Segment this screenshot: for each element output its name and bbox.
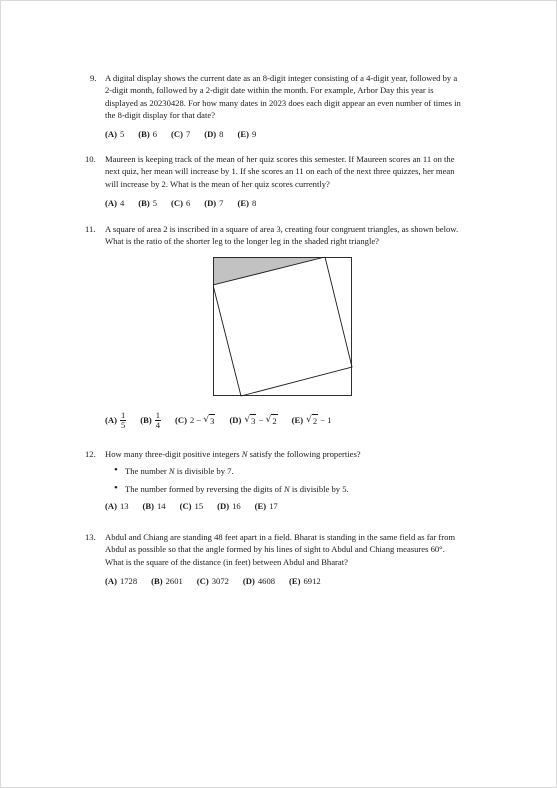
choice-a[interactable]: (A) $\frac{1}{5}$: [105, 410, 126, 430]
problem-number: 13.: [85, 532, 96, 542]
problem-9: [90, 72, 465, 140]
choice-c[interactable]: (C) 3072: [196, 575, 229, 586]
choice-a[interactable]: (A) 13: [105, 500, 129, 511]
choice-e[interactable]: (E) √ 2 − 1: [291, 415, 332, 426]
sqrt-icon: √: [203, 415, 210, 426]
problem-stem: A square of area 2 is inscribed in a square of area 3, creating four congruent triangles, as shown below. What is the ratio of the shorter leg to the longer leg in the shaded right triangle?: [105, 224, 459, 247]
problem-stem: Maureen is keeping track of the mean of her quiz scores this semester. If Maureen scores an 11 on the next quiz, her mean will increase by 1. If she scores an 11 on each of the next three quizzes, her mean will increase by 2. What is the mean of her quiz scores currently?: [105, 154, 455, 189]
choice-a[interactable]: (A) 1728: [105, 575, 138, 586]
choice-d[interactable]: (D) 4608: [242, 575, 276, 586]
answer-choices: [105, 128, 465, 140]
choice-d[interactable]: (D) 16: [217, 500, 241, 511]
choice-a[interactable]: (A) 4: [105, 197, 125, 208]
answer-choices: [105, 500, 465, 512]
problem-11-choices: [90, 411, 465, 430]
problem-stem: A digital display shows the current date as an 8-digit integer consisting of a 4-digit year, followed by a 2-digit month, followed by a 2-digit date within the month. For example, Arbor Day this year is displayed as 20230428. For how many dates in 2023 does each digit appear an even number of times in the 8-digit display for that date?: [105, 73, 461, 120]
choice-d[interactable]: (D) 7: [204, 197, 224, 208]
problem-number: 11.: [85, 224, 96, 234]
choice-b[interactable]: (B) 5: [138, 197, 157, 208]
choice-a[interactable]: (A) 5: [105, 129, 125, 140]
choice-e[interactable]: (E) 9: [237, 129, 257, 140]
problem-13: [85, 531, 465, 587]
problem-11: [85, 223, 465, 248]
choice-d[interactable]: (D) 8: [204, 129, 224, 140]
choice-c[interactable]: (C) 2 − √ 3: [175, 415, 215, 426]
sqrt-icon: √: [265, 415, 272, 426]
choice-c[interactable]: (C) 15: [179, 500, 204, 511]
problem-number: 9.: [90, 73, 97, 83]
choice-e[interactable]: (E) 8: [237, 197, 257, 208]
problem-stem: Abdul and Chiang are standing 48 feet apart in a field. Bharat is standing in the same field as far from Abdul as possible so that the angle formed by his lines of sight to Abdul and Chiang measures 60°. What is the square of the distance (in feet) between Abdul and Bharat?: [105, 532, 456, 567]
sqrt-icon: √: [244, 415, 251, 426]
choice-b[interactable]: (B) 2601: [151, 575, 183, 586]
choice-b[interactable]: (B) $\frac{1}{4}$: [140, 410, 160, 430]
property-item: • The number N is divisible by 7.: [114, 465, 465, 477]
problem-12: [85, 448, 465, 512]
choice-c[interactable]: (C) 7: [171, 129, 191, 140]
problem-stem: How many three-digit positive integers N satisfy the following properties?: [105, 449, 361, 459]
answer-choices: [105, 197, 465, 209]
property-item: • The number formed by reversing the digits of N is divisible by 5.: [114, 483, 465, 495]
answer-choices: [105, 575, 465, 587]
sqrt-icon: √: [306, 415, 312, 426]
fraction: $\frac{1}{5}$: [120, 410, 126, 430]
inscribed-square-figure: [213, 257, 353, 397]
choice-b[interactable]: (B) 6: [138, 129, 157, 140]
choice-e[interactable]: (E) 6912: [289, 575, 321, 586]
problem-number: 10.: [85, 154, 96, 164]
problem-10: [85, 153, 465, 209]
fraction: $\frac{1}{4}$: [155, 410, 160, 430]
property-list: [114, 465, 465, 495]
choice-d[interactable]: (D) √ 3 − √ 2: [229, 415, 277, 426]
problem-number: 12.: [85, 449, 96, 459]
choice-b[interactable]: (B) 14: [142, 500, 166, 511]
answer-choices: [105, 411, 465, 430]
choice-e[interactable]: (E) 17: [254, 500, 278, 511]
choice-c[interactable]: (C) 6: [171, 197, 191, 208]
